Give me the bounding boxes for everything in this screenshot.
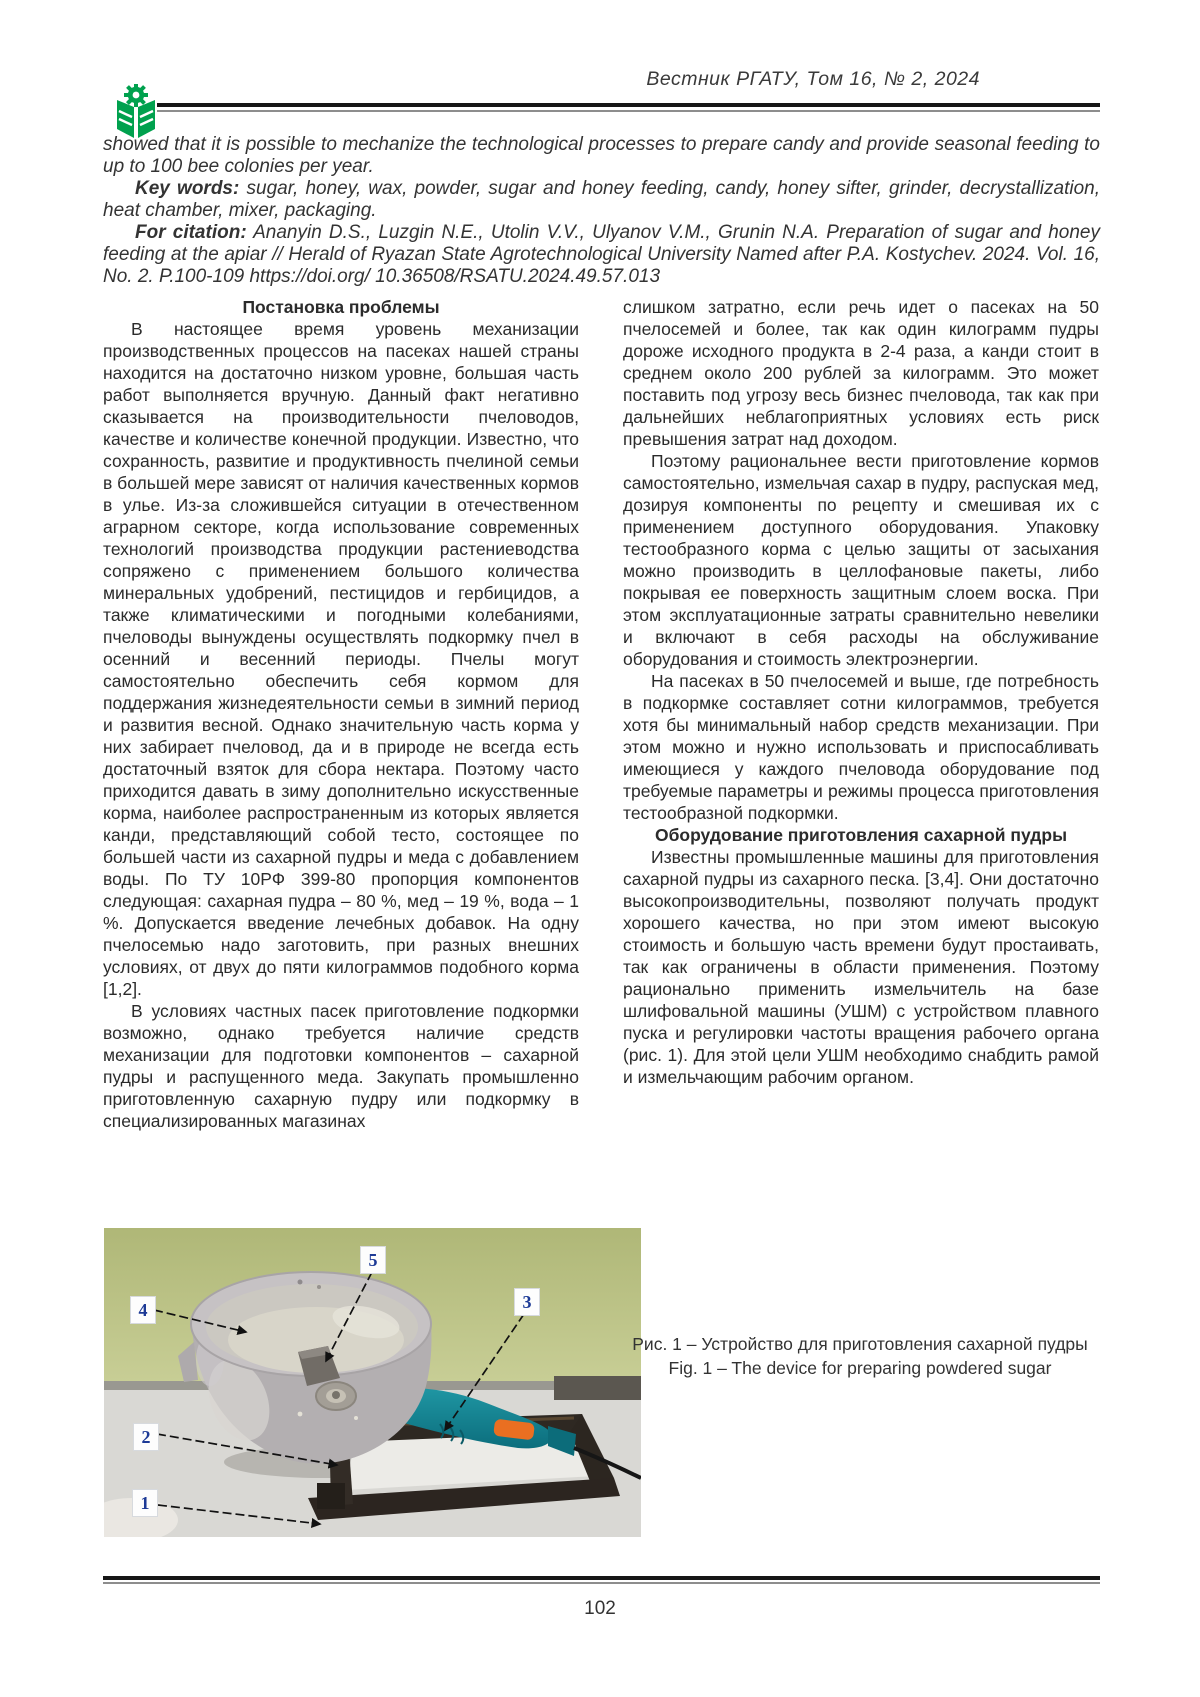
- figure-label-5: 5: [361, 1247, 385, 1273]
- figure-label-2: 2: [134, 1424, 158, 1450]
- for-citation-paragraph: [103, 222, 1100, 288]
- figure-caption-en: Fig. 1 – The device for preparing powdered sugar: [668, 1358, 1052, 1378]
- figure-1-photo: [104, 1228, 641, 1537]
- key-words-paragraph: [103, 178, 1100, 222]
- abstract-lead-text: showed that it is possible to mechanize the technological processes to prepare candy and provide seasonal feeding to up to 100 bee colonies per year.: [103, 134, 1100, 177]
- right-column: [623, 296, 1099, 1132]
- figure-label-3: 3: [515, 1289, 539, 1315]
- powder-device-photo-illustration: [104, 1228, 641, 1537]
- for-citation-text: Ananyin D.S., Luzgin N.E., Utolin V.V., Ulyanov V.M., Grunin N.A. Preparation of sugar and honey feeding at the apiar // Herald of Ryazan State Agrotechnological University Named after P.A. Kostychev. 2024. Vol. 16, No. 2. P.100-109 https://doi.org/ 10.36508/RSATU.2024.49.57.013: [103, 222, 1100, 287]
- abstract-block: [103, 134, 1100, 288]
- journal-header-title: Вестник РГАТУ, Том 16, № 2, 2024: [646, 68, 980, 90]
- figure-1-caption: [620, 1332, 1100, 1380]
- figure-caption-ru: Рис. 1 – Устройство для приготовления сахарной пудры: [632, 1334, 1088, 1354]
- body-paragraph: В условиях частных пасек приготовление подкормки возможно, однако требуется наличие средств механизации для подготовки компонентов – сахарной пудры и распущенного меда. Закупать промышленно приготовленную сахарную пудру или подкормку в специализированных магазинах: [103, 1001, 579, 1131]
- section-heading-equipment: Оборудование приготовления сахарной пудры: [654, 825, 1068, 845]
- figure-label-1: 1: [133, 1490, 157, 1516]
- body-paragraph: На пасеках в 50 пчелосемей и выше, где потребность в подкормке составляет сотни килограммов, требуется хотя бы минимальный набор средств механизации. При этом можно и нужно использовать и приспосабливать имеющиеся у каждого пчеловода оборудование под требуемые параметры и режимы процесса приготовления тестообразной подкормки.: [623, 671, 1099, 823]
- journal-logo-icon: [113, 84, 159, 140]
- body-paragraph: Известны промышленные машины для приготовления сахарной пудры из сахарного песка. [3,4]. Они достаточно высокопроизводительны, позволяют получать продукт хорошего качества, но при этом имеют высокую стоимость и большую часть времени будут простаивать, так как ограничены в области применения. Поэтому рационально применить измельчитель на базе шлифовальной машины (УШМ) с устройством плавного пуска и регулировки частоты вращения рабочего органа (рис. 1). Для этой цели УШМ необходимо снабдить рамой и измельчающим рабочим органом.: [623, 847, 1099, 1087]
- page-number: 102: [584, 1598, 616, 1619]
- left-column: [103, 296, 579, 1132]
- figure-label-4: 4: [131, 1297, 155, 1323]
- key-words-label: Key words:: [135, 178, 240, 199]
- body-paragraph: слишком затратно, если речь идет о пасеках на 50 пчелосемей и более, так как один килограмм пудры дороже исходного продукта в 2-4 раза, а канди стоит в среднем около 200 рублей за килограмм. Это может поставить под угрозу весь бизнес пчеловода, так как при дальнейших неблагоприятных условиях есть риск превышения затрат над доходом.: [623, 297, 1099, 449]
- body-paragraph: В настоящее время уровень механизации производственных процессов на пасеках нашей страны находится на достаточно низком уровне, большая часть работ выполняется вручную. Данный факт негативно сказывается на производительности пчеловодов, качестве и количестве конечной продукции. Известно, что сохранность, развитие и продуктивность пчелиной семьи в большей мере зависят от наличия качественных кормов в улье. Из-за сложившейся ситуации в отечественном аграрном секторе, когда использование современных технологий производства продукции растениеводства сопряжено с применением большого количества минеральных удобрений, пестицидов и гербицидов, а также климатическими и погодными колебаниями, пчеловоды вынуждены осуществлять подкормку пчел в осенний и весенний периоды. Пчелы могут самостоятельно обеспечить себя кормом для поддержания жизнедеятельности семьи в зимний период и развития весной. Однако значительную часть корма у них забирает пчеловод, да и в природе не всегда есть достаточный взяток для сбора нектара. Поэтому часто приходится давать в зиму дополнительно искусственные корма, наиболее распространенным из которых является канди, представляющий собой тесто, состоящее по большей части из сахарной пудры и меда с добавлением воды. По ТУ 10РФ 399-80 пропорция компонентов следующая: сахарная пудра – 80 %, мед – 19 %, вода – 1 %. Допускается введение лечебных добавок. На одну пчелосемью надо заготовить, при разных внешних условиях, от двух до пяти килограммов подобного корма [1,2].: [103, 319, 579, 999]
- key-words-text: sugar, honey, wax, powder, sugar and honey feeding, candy, honey sifter, grinder, decrystallization, heat chamber, mixer, packaging.: [103, 178, 1100, 221]
- footer-divider-rule: [103, 1576, 1100, 1584]
- header-divider-rule: [157, 103, 1100, 112]
- body-paragraph: Поэтому рациональнее вести приготовление кормов самостоятельно, измельчая сахар в пудру, распуская мед, дозируя компоненты по рецепту и смешивая их с применением доступного оборудования. Упаковку тестообразного корма с целью защиты от засыхания можно производить в целлофановые пакеты, либо покрывая ее поверхность защитным слоем воска. При этом эксплуатационные затраты сравнительно невелики и включают в себя расходы на обслуживание оборудования и стоимость электроэнергии.: [623, 451, 1099, 669]
- two-column-body: [103, 296, 1100, 1132]
- section-heading-problem: Постановка проблемы: [242, 297, 440, 317]
- for-citation-label: For citation:: [135, 222, 247, 243]
